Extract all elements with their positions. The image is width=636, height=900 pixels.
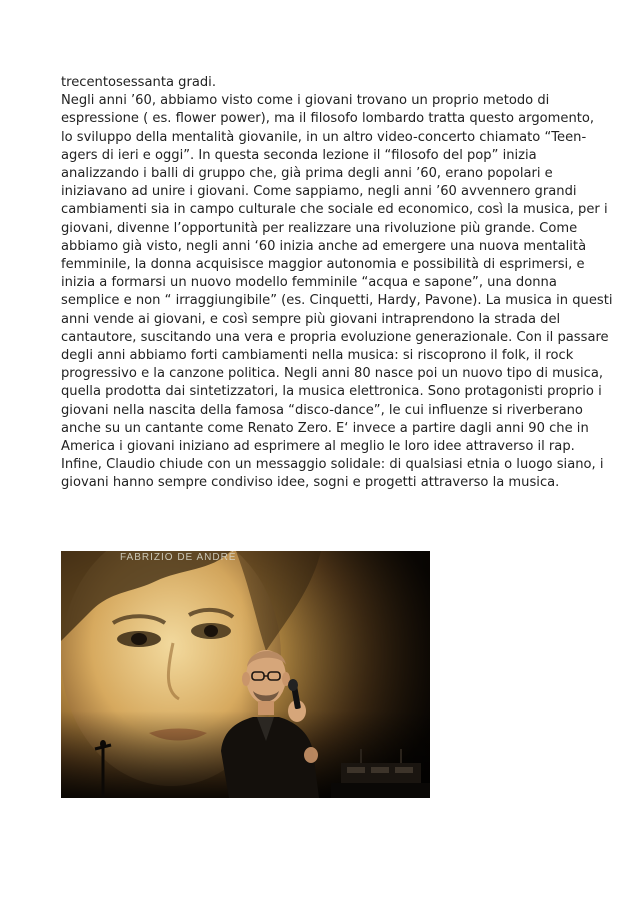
text-line: analizzando i balli di gruppo che, già prima degli anni ’60, erano popolari e [61,166,553,182]
text-line: America i giovani iniziano ad esprimere al meglio le loro idee attraverso il rap. [61,439,575,455]
text-line: Negli anni ’60, abbiamo visto come i giovani trovano un proprio metodo di [61,93,550,109]
text-line: cantautore, suscitando una vera e propria evoluzione generazionale. Con il passare [61,329,609,345]
text-line: degli anni abbiamo forti cambiamenti nella musica: si riscoprono il folk, il rock [61,348,574,364]
text-line: anche su un cantante come Renato Zero. E‘ invece a partire dagli anni 90 che in [61,420,589,436]
text-line: agers di ieri e oggi”. In questa seconda lezione il “filosofo del pop” inizia [61,147,537,163]
text-line: quella prodotta dai sintetizzatori, la musica elettronica. Sono protagonisti proprio i [61,384,602,400]
text-line: espressione ( es. flower power), ma il filosofo lombardo tratta questo argomento, [61,111,595,127]
text-line: progressivo e la canzone politica. Negli anni 80 nasce poi un nuovo tipo di musica, [61,366,604,382]
text-line: lo sviluppo della mentalità giovanile, in un altro video-concerto chiamato “Teen- [61,129,587,145]
text-line: giovani, divenne l’opportunità per realizzare una rivoluzione più grande. Come [61,220,578,236]
text-line: Infine, Claudio chiude con un messaggio solidale: di qualsiasi etnia o luogo siano, i [61,457,604,473]
text-line: inizia a formarsi un nuovo modello femminile “acqua e sapone”, una donna [61,275,557,291]
text-line: giovani nella nascita della famosa “disco-dance”, le cui influenze si riverberano [61,402,583,418]
text-line: semplice e non “ irraggiungibile” (es. Cinquetti, Hardy, Pavone). La musica in questi [61,293,613,309]
concert-photo-illustration [61,551,430,798]
text-line: abbiamo già visto, negli anni ‘60 inizia anche ad emergere una nuova mentalità [61,238,587,254]
text-line: femminile, la donna acquisisce maggior autonomia e possibilità di esprimersi, e [61,257,585,273]
text-line: trecentosessanta gradi. [61,75,216,90]
text-line: anni vende ai giovani, e così sempre più giovani intraprendono la strada del [61,311,561,327]
concert-photo [61,551,430,798]
screen-caption: FABRIZIO DE ANDRÉ [120,552,237,563]
text-line: giovani hanno sempre condiviso idee, sogni e progetti attraverso la musica. [61,475,560,491]
body-text [61,74,613,493]
text-line: cambiamenti sia in campo culturale che sociale ed economico, così la musica, per i [61,202,608,218]
text-line: iniziavano ad unire i giovani. Come sappiamo, negli anni ’60 avvennero grandi [61,184,577,200]
